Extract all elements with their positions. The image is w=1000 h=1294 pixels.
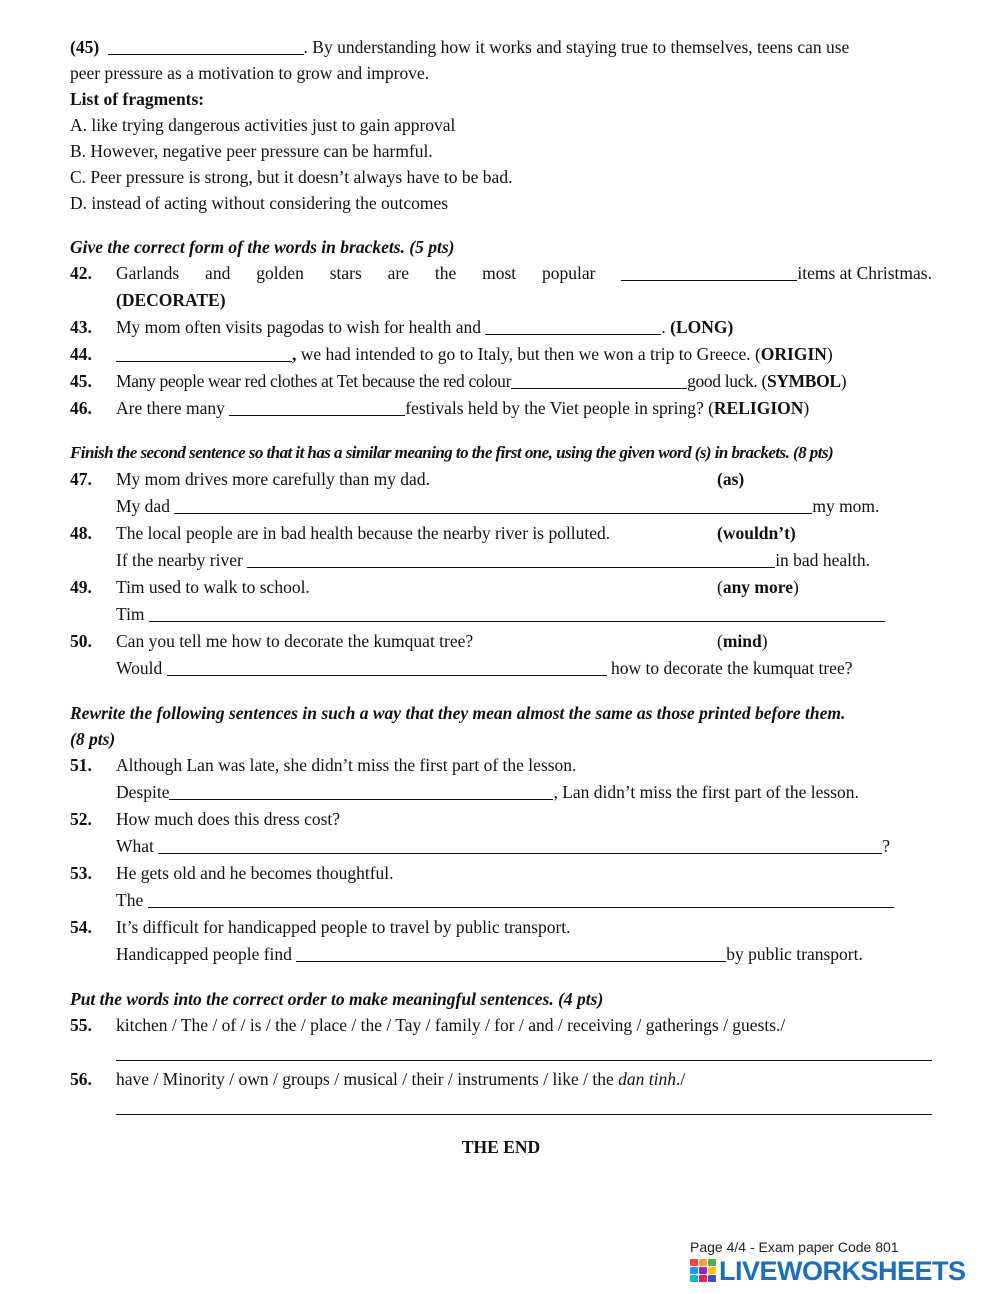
given-word-any-more bbox=[717, 574, 799, 601]
answer-blank-52[interactable] bbox=[158, 835, 882, 854]
intro-text-1: . By understanding how it works and staying true to themselves, teens can use bbox=[303, 37, 850, 57]
question-50-body bbox=[116, 628, 932, 655]
bracket-close: ) bbox=[792, 577, 799, 597]
question-47-text: My mom drives more carefully than my dad. bbox=[116, 469, 430, 489]
question-number: 52. bbox=[70, 809, 92, 829]
keyword-symbol: SYMBOL bbox=[766, 371, 841, 391]
given-word-mind bbox=[717, 628, 768, 655]
question-49-text: Tim used to walk to school. bbox=[116, 577, 310, 597]
question-number: 53. bbox=[70, 863, 92, 883]
question-number: 47. bbox=[70, 469, 92, 489]
liveworksheets-grid-icon bbox=[690, 1259, 716, 1283]
question-54 bbox=[70, 914, 932, 941]
question-46-text: Are there many bbox=[116, 398, 225, 418]
answer-line-54 bbox=[116, 941, 932, 968]
question-48-text: The local people are in bad health because the nearby river is polluted. bbox=[116, 523, 611, 543]
answer-start: Despite bbox=[116, 782, 170, 802]
question-54-text: It’s difficult for handicapped people to travel by public transport. bbox=[116, 917, 571, 937]
answer-line-53 bbox=[116, 887, 932, 914]
answer-end: in bad health. bbox=[775, 550, 870, 570]
answer-line-55 bbox=[116, 1039, 932, 1066]
worksheet-page bbox=[70, 34, 932, 1160]
bracket-open: ( bbox=[717, 631, 723, 651]
answer-start: My dad bbox=[116, 496, 170, 516]
question-43 bbox=[70, 314, 932, 341]
fragments-heading: List of fragments: bbox=[70, 89, 205, 109]
question-44 bbox=[70, 341, 932, 368]
question-53-text: He gets old and he becomes thoughtful. bbox=[116, 863, 394, 883]
question-number: 50. bbox=[70, 631, 92, 651]
answer-line-51 bbox=[116, 779, 932, 806]
answer-blank-44[interactable] bbox=[116, 343, 292, 362]
question-50 bbox=[70, 628, 932, 655]
given-word-wouldnt: (wouldn’t) bbox=[717, 523, 796, 543]
question-number: 55. bbox=[70, 1015, 92, 1035]
question-number: 44. bbox=[70, 344, 92, 364]
question-42-body bbox=[116, 260, 932, 314]
question-45-text: Many people wear red clothes at Tet because the red colour bbox=[116, 371, 512, 391]
fragment-a: A. like trying dangerous activities just to gain approval bbox=[70, 115, 456, 135]
answer-line-48 bbox=[116, 547, 932, 574]
question-number: 42. bbox=[70, 263, 92, 283]
given-word-as: (as) bbox=[717, 469, 745, 489]
question-43-after: . bbox=[661, 317, 666, 337]
question-56 bbox=[70, 1066, 932, 1093]
answer-line-56 bbox=[116, 1093, 932, 1120]
answer-end: by public transport. bbox=[726, 944, 863, 964]
question-45 bbox=[70, 368, 932, 395]
answer-blank-46[interactable] bbox=[229, 397, 405, 416]
answer-blank-43[interactable] bbox=[485, 316, 661, 335]
bracket-close: ) bbox=[840, 371, 847, 391]
question-number: 43. bbox=[70, 317, 92, 337]
question-42-line bbox=[116, 260, 932, 287]
word-form-heading: Give the correct form of the words in brackets. (5 pts) bbox=[70, 237, 455, 257]
question-45-after: good luck. ( bbox=[687, 371, 767, 391]
question-number: 54. bbox=[70, 917, 92, 937]
question-47 bbox=[70, 466, 932, 493]
word: are bbox=[387, 263, 409, 283]
keyword-religion: RELIGION bbox=[713, 398, 804, 418]
answer-line-50 bbox=[116, 655, 932, 682]
question-55-text: kitchen / The / of / is / the / place / the / Tay / family / for / and / receiving / gatherings / guests./ bbox=[116, 1015, 786, 1035]
rewrite-heading-pts: (8 pts) bbox=[70, 729, 116, 749]
question-number: 46. bbox=[70, 398, 92, 418]
question-52-text: How much does this dress cost? bbox=[116, 809, 341, 829]
answer-start: Handicapped people find bbox=[116, 944, 292, 964]
word: and bbox=[205, 263, 231, 283]
question-number: 49. bbox=[70, 577, 92, 597]
rewrite-heading: Rewrite the following sentences in such a way that they mean almost the same as those printed before them. bbox=[70, 703, 846, 723]
question-56-tail: ./ bbox=[675, 1069, 686, 1089]
answer-blank-53[interactable] bbox=[148, 889, 894, 908]
word: stars bbox=[329, 263, 362, 283]
page-info: Page 4/4 - Exam paper Code 801 bbox=[690, 1239, 899, 1255]
fragment-c: C. Peer pressure is strong, but it doesn’t always have to be bad. bbox=[70, 167, 513, 187]
bracket-close: ) bbox=[761, 631, 768, 651]
question-51-text: Although Lan was late, she didn’t miss the first part of the lesson. bbox=[116, 755, 577, 775]
question-46 bbox=[70, 395, 932, 422]
question-number: 56. bbox=[70, 1069, 92, 1089]
question-52 bbox=[70, 806, 932, 833]
liveworksheets-logo[interactable] bbox=[690, 1257, 990, 1285]
answer-blank-48[interactable] bbox=[247, 549, 775, 568]
answer-blank-49[interactable] bbox=[149, 603, 885, 622]
keyword-long: (LONG) bbox=[670, 317, 734, 337]
answer-blank-42[interactable] bbox=[621, 262, 797, 281]
given-word: mind bbox=[722, 631, 762, 651]
answer-blank-47[interactable] bbox=[174, 495, 812, 514]
question-53 bbox=[70, 860, 932, 887]
question-number: 45. bbox=[70, 371, 92, 391]
word: most bbox=[482, 263, 517, 283]
question-56-text: have / Minority / own / groups / musical / their / instruments / like / the bbox=[116, 1069, 619, 1089]
answer-blank-56[interactable] bbox=[116, 1113, 932, 1115]
answer-end: how to decorate the kumquat tree? bbox=[610, 658, 853, 678]
question-42-after: items at Christmas. bbox=[797, 263, 932, 283]
answer-blank-51[interactable] bbox=[169, 781, 553, 800]
intro-line-2: peer pressure as a motivation to grow and improve. bbox=[70, 63, 430, 83]
intro-line-1 bbox=[70, 34, 932, 60]
answer-blank-45[interactable] bbox=[108, 36, 304, 55]
bracket-open: ( bbox=[717, 577, 723, 597]
question-49-body bbox=[116, 574, 932, 601]
question-56-body bbox=[116, 1066, 932, 1093]
brand-name: LIVEWORKSHEETS bbox=[719, 1256, 966, 1286]
keyword-decorate: (DECORATE) bbox=[116, 290, 226, 310]
question-47-body bbox=[116, 466, 932, 493]
question-44-text: we had intended to go to Italy, but then we won a trip to Greece. ( bbox=[300, 344, 761, 364]
answer-end: my mom. bbox=[812, 496, 880, 516]
question-45-body bbox=[116, 368, 932, 395]
answer-blank-55[interactable] bbox=[116, 1059, 932, 1061]
question-43-text: My mom often visits pagodas to wish for health and bbox=[116, 317, 482, 337]
page-footer bbox=[690, 1238, 990, 1285]
fragment-d: D. instead of acting without considering the outcomes bbox=[70, 193, 449, 213]
italic-term: dan tinh bbox=[618, 1069, 676, 1089]
answer-start: Tim bbox=[116, 604, 145, 624]
answer-blank-54[interactable] bbox=[296, 943, 726, 962]
answer-line-49 bbox=[116, 601, 932, 628]
question-43-body bbox=[116, 314, 932, 341]
answer-blank-50[interactable] bbox=[167, 657, 607, 676]
answer-line-52 bbox=[116, 833, 932, 860]
given-word: any more bbox=[722, 577, 793, 597]
word: popular bbox=[542, 263, 596, 283]
answer-line-47 bbox=[116, 493, 932, 520]
bracket-close: ) bbox=[803, 398, 810, 418]
question-number: 48. bbox=[70, 523, 92, 543]
the-end: THE END bbox=[461, 1137, 541, 1157]
question-51 bbox=[70, 752, 932, 779]
bracket-close: ) bbox=[826, 344, 833, 364]
answer-end: , Lan didn’t miss the first part of the lesson. bbox=[553, 782, 859, 802]
question-46-after: festivals held by the Viet people in spring? ( bbox=[405, 398, 714, 418]
question-42 bbox=[70, 260, 932, 314]
question-44-body bbox=[116, 341, 932, 368]
answer-blank-45b[interactable] bbox=[511, 370, 687, 389]
answer-start: What bbox=[116, 836, 154, 856]
intro-ref: (45) bbox=[70, 37, 100, 57]
answer-start: Would bbox=[116, 658, 163, 678]
word: the bbox=[434, 263, 457, 283]
order-heading: Put the words into the correct order to make meaningful sentences. (4 pts) bbox=[70, 989, 604, 1009]
answer-start: If the nearby river bbox=[116, 550, 243, 570]
question-48-body bbox=[116, 520, 932, 547]
question-48 bbox=[70, 520, 932, 547]
answer-start: The bbox=[116, 890, 144, 910]
question-55 bbox=[70, 1012, 932, 1039]
question-number: 51. bbox=[70, 755, 92, 775]
answer-end: ? bbox=[882, 836, 891, 856]
question-50-text: Can you tell me how to decorate the kumquat tree? bbox=[116, 631, 474, 651]
comma: , bbox=[292, 344, 297, 364]
word: Garlands bbox=[116, 263, 180, 283]
finish-heading: Finish the second sentence so that it has a similar meaning to the first one, using the given word (s) in brackets. (8 pts) bbox=[70, 443, 834, 462]
keyword-origin: ORIGIN bbox=[760, 344, 827, 364]
fragment-b: B. However, negative peer pressure can be harmful. bbox=[70, 141, 433, 161]
word: golden bbox=[256, 263, 304, 283]
question-49 bbox=[70, 574, 932, 601]
question-46-body bbox=[116, 395, 932, 422]
